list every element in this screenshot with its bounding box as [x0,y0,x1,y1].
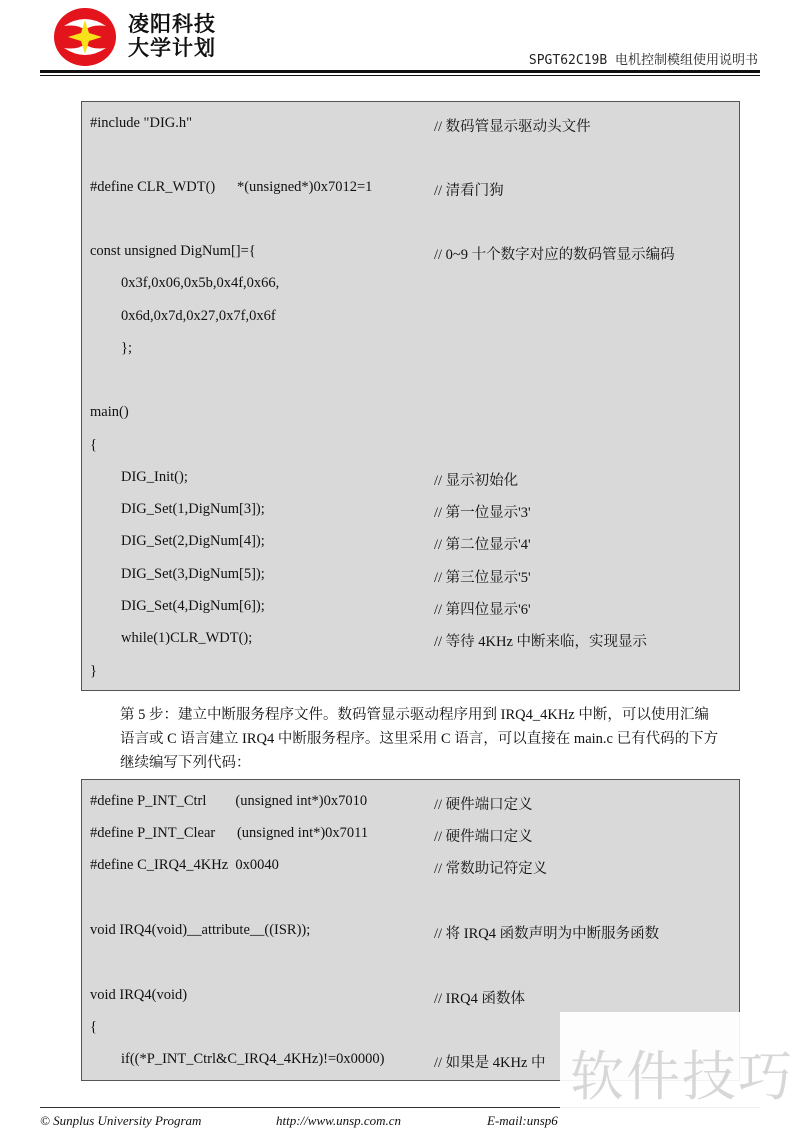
code-comment: // 硬件端口定义 [434,829,533,845]
code-comment: // 将 IRQ4 函数声明为中断服务函数 [434,926,660,942]
code-comment: // 清看门狗 [434,183,504,199]
code-comment: // 0~9 十个数字对应的数码管显示编码 [434,247,675,263]
brand-line-2: 大学计划 [128,36,216,60]
code-comment: // 显示初始化 [434,473,519,489]
header-rule-thick [40,70,760,73]
code-line: DIG_Set(4,DigNum[6]); [121,598,265,614]
code-line: { [90,437,97,453]
code-line: } [90,663,97,679]
sunplus-logo [52,6,118,68]
code-line: void IRQ4(void) [90,987,188,1003]
code-comment: // 数码管显示驱动头文件 [434,119,591,135]
code-line: #define P_INT_Clear (unsigned int*)0x7011 [90,825,369,841]
code-line: #define CLR_WDT() *(unsigned*)0x7012=1 [90,179,373,195]
code-line: const unsigned DigNum[]={ [90,243,256,259]
code-line: if((*P_INT_Ctrl&C_IRQ4_4KHz)!=0x0000) [121,1051,385,1067]
header-rule-thin [40,75,760,76]
code-line: 0x3f,0x06,0x5b,0x4f,0x66, [121,275,280,291]
paragraph-line: 继续编写下列代码： [120,755,251,771]
code-comment: // 第三位显示'5' [434,570,531,586]
page-header [0,0,800,80]
code-block-main [81,101,740,691]
step-5-paragraph [120,703,760,775]
code-line: main() [90,404,129,420]
code-comment: // 如果是 4KHz 中 [434,1055,546,1071]
brand-line-1: 凌阳科技 [128,12,216,36]
code-line: }; [121,340,132,356]
footer-copyright: © Sunplus University Program [40,1113,202,1128]
footer-website: http://www.unsp.com.cn [276,1113,402,1128]
code-line: while(1)CLR_WDT(); [121,630,253,646]
code-line: 0x6d,0x7d,0x27,0x7f,0x6f [121,308,276,324]
code-line: DIG_Set(3,DigNum[5]); [121,566,265,582]
paragraph-line: 第 5 步：建立中断服务程序文件。数码管显示驱动程序用到 IRQ4_4KHz 中断，可以使用汇编 [120,707,709,723]
code-line: DIG_Set(1,DigNum[3]); [121,501,265,517]
document-title: SPGT62C19B 电机控制模组使用说明书 [528,53,758,68]
footer-email: E-mail:unsp6 [487,1113,558,1128]
watermark-text: 软件技巧 [570,1045,794,1108]
watermark-overlay [560,1012,800,1132]
code-line: void IRQ4(void)__attribute__((ISR)); [90,922,311,938]
code-line: #define P_INT_Ctrl (unsigned int*)0x7010 [90,793,368,809]
code-comment: // 常数助记符定义 [434,861,548,877]
code-comment: // 等待 4KHz 中断来临，实现显示 [434,634,648,650]
code-comment: // 硬件端口定义 [434,797,533,813]
code-line: #include "DIG.h" [90,115,193,131]
code-comment: // 第二位显示'4' [434,537,531,553]
paragraph-line: 语言或 C 语言建立 IRQ4 中断服务程序。这里采用 C 语言，可以直接在 main.c 已有代码的下方 [120,731,719,747]
code-line: DIG_Init(); [121,469,188,485]
code-comment: // IRQ4 函数体 [434,991,526,1007]
brand-name [128,12,216,60]
code-line: DIG_Set(2,DigNum[4]); [121,533,265,549]
code-comment: // 第四位显示'6' [434,602,531,618]
code-line: #define C_IRQ4_4KHz 0x0040 [90,857,279,873]
code-comment: // 第一位显示'3' [434,505,531,521]
code-line: { [90,1019,97,1035]
